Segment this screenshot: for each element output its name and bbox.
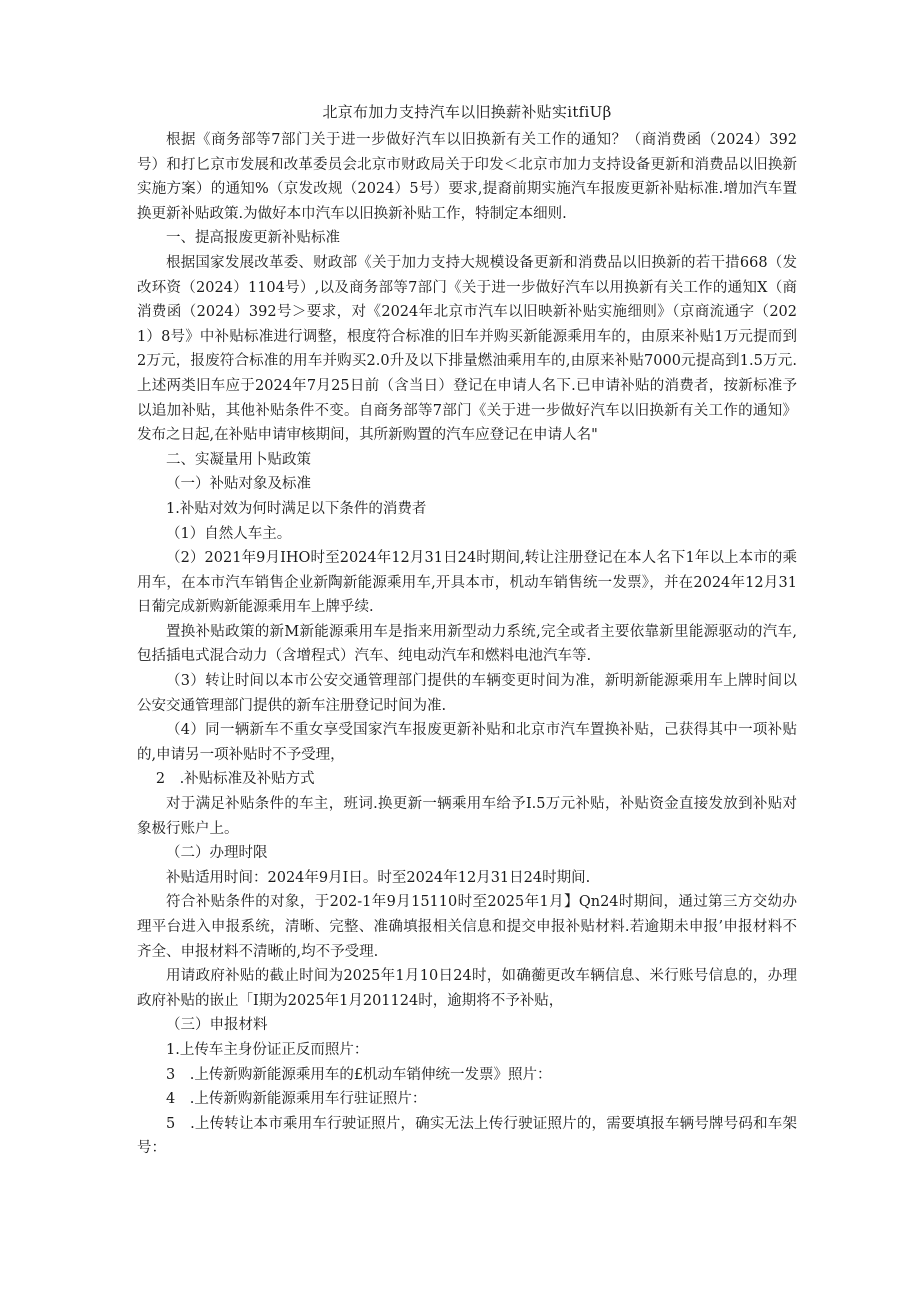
document-page — [137, 100, 797, 1161]
section2-heading: 二、实凝量用卜贴政策 — [166, 451, 311, 468]
subsection2-heading: （二）办理时限 — [166, 845, 268, 862]
condition-4: （4）同一辆新车不重女享受国家汽车报废更新补贴和北京市汽车置换补贴，己获得其中一项补贴的,申请另一项补贴时不予受理， — [137, 722, 797, 763]
document-title: 北京布加力支持汽车以旧换薪补贴实itfiUβ — [322, 103, 612, 121]
section1-body: 根据国家发展改革委、财政部《关于加力支持大规模设备更新和消费品以旧换新的若干措668（发改环资（2024）1104号）,以及商务部等7部门《关于进一步做好汽车以用换新有关工作的通知X（商消费函（2024）392号＞要求，对《2024年北京市汽车以旧映新补贴实施细则》（京商流通字（2021）8号》中补贴标准进行调整，根度符合标准的旧车并购买新能源乘用车的，由原来补贴1万元提而到2万元，报废符合标准的用车并购买2.0升及以下排量燃油乘用车的,由原来补贴7000元提高到1.5万元.上述两类旧车应于2024年7月25日前（含当日）登记在申请人名下.已申请补贴的消费者，按新标准予以追加补贴，其他补贴条件不变。自商务部等7部门《关于进一步做好汽车以旧换新有关工作的通知》发布之日起,在补贴申请审核期间，其所新购置的汽车应登记在申请人名" — [137, 254, 797, 444]
subsection1-item2: 2 .补贴标准及补贴方式 — [155, 771, 315, 788]
subsection1-heading: （一）补贴对象及标准 — [166, 476, 311, 493]
timeframe-paragraph-3: 用请政府补贴的截止时间为2025年1月10日24时，如确蘅更改车辆信息、米行账号信息的，办理政府补贴的嵌止「I期为2025年1月201124时，逾期将不予补贴， — [137, 968, 797, 1009]
material-4: 4 .上传新购新能源乘用车行驻证照片： — [166, 1091, 427, 1108]
condition-2: （2）2021年9月IHO时至2024年12月31日24时期间,转让注册登记在本人名下1年以上本市的乘用车，在本市汽车销售企业新陶新能源乘用车,开具本市，机动车销售统一发票》，并在2024年12月31日葡完成新购新能源乘用车上牌乎续. — [137, 550, 797, 616]
material-5: 5 .上传转让本市乘用车行驶证照片，确实无法上传行驶证照片的，需要填报车辆号牌号码和车架号： — [137, 1115, 797, 1157]
section1-heading: 一、提高报废更新补贴标准 — [166, 230, 340, 247]
intro-paragraph: 根据《商务部等7部门关于进一步做好汽车以旧换新有关工作的通知？（商消费函（2024）392号）和打匕京市发展和改革委员会北京市财政局关于印发＜北京市加力支持设备更新和消费品以旧换新实施方案）的通知%（京发改规（2024）5号）要求,提裔前期实施汽车报废更新补贴标准.增加汽车置换更新补贴政策.为做好本巾汽车以旧换新补贴工作，特制定本细则. — [137, 132, 797, 222]
material-1: 1.上传车主身份证正反而照片： — [166, 1041, 369, 1058]
timeframe-paragraph-1: 补贴适用时间：2024年9月I日。时至2024年12月31日24时期间. — [166, 869, 591, 886]
condition-3: （3）转让时间以本市公安交通管理部门提供的车辆变更时间为准，新明新能源乘用车上牌时间以公安交通管理部门提供的新车注册登记时间为准. — [137, 673, 797, 714]
subsidy-standard-body: 对于满足补贴条件的车主，班词.换更新一辆乘用车给予I.5万元补贴，补贴资金直接发放到补贴对象极行账户上。 — [137, 796, 797, 837]
ev-definition-note: 置换补贴政策的新M新能源乘用车是指来用新型动力系统,完全或者主要依靠新里能源驱动的汽车,包括插电式混合动力（含增程式）汽车、纯电动汽车和燃料电池汽车等. — [137, 623, 797, 665]
timeframe-paragraph-2: 符合补贴条件的对象，于202-1年9月15110时至2025年1月】Qn24时期间，通过第三方交幼办理平台进入申报系统，清晰、完整、准确填报相关信息和提交申报补贴材料.若逾期未申报’申报材料不齐全、申报材料不清晰的,均不予受理. — [137, 894, 797, 960]
subsection1-item1: 1.补贴对效为何时满足以下条件的消费者 — [166, 500, 427, 517]
subsection3-heading: （三）申报材料 — [166, 1017, 268, 1034]
condition-1: （1）自然人车主。 — [166, 525, 292, 542]
material-3: 3 .上传新购新能源乘用车的£机动车销伸统一发票》照片： — [166, 1066, 552, 1083]
